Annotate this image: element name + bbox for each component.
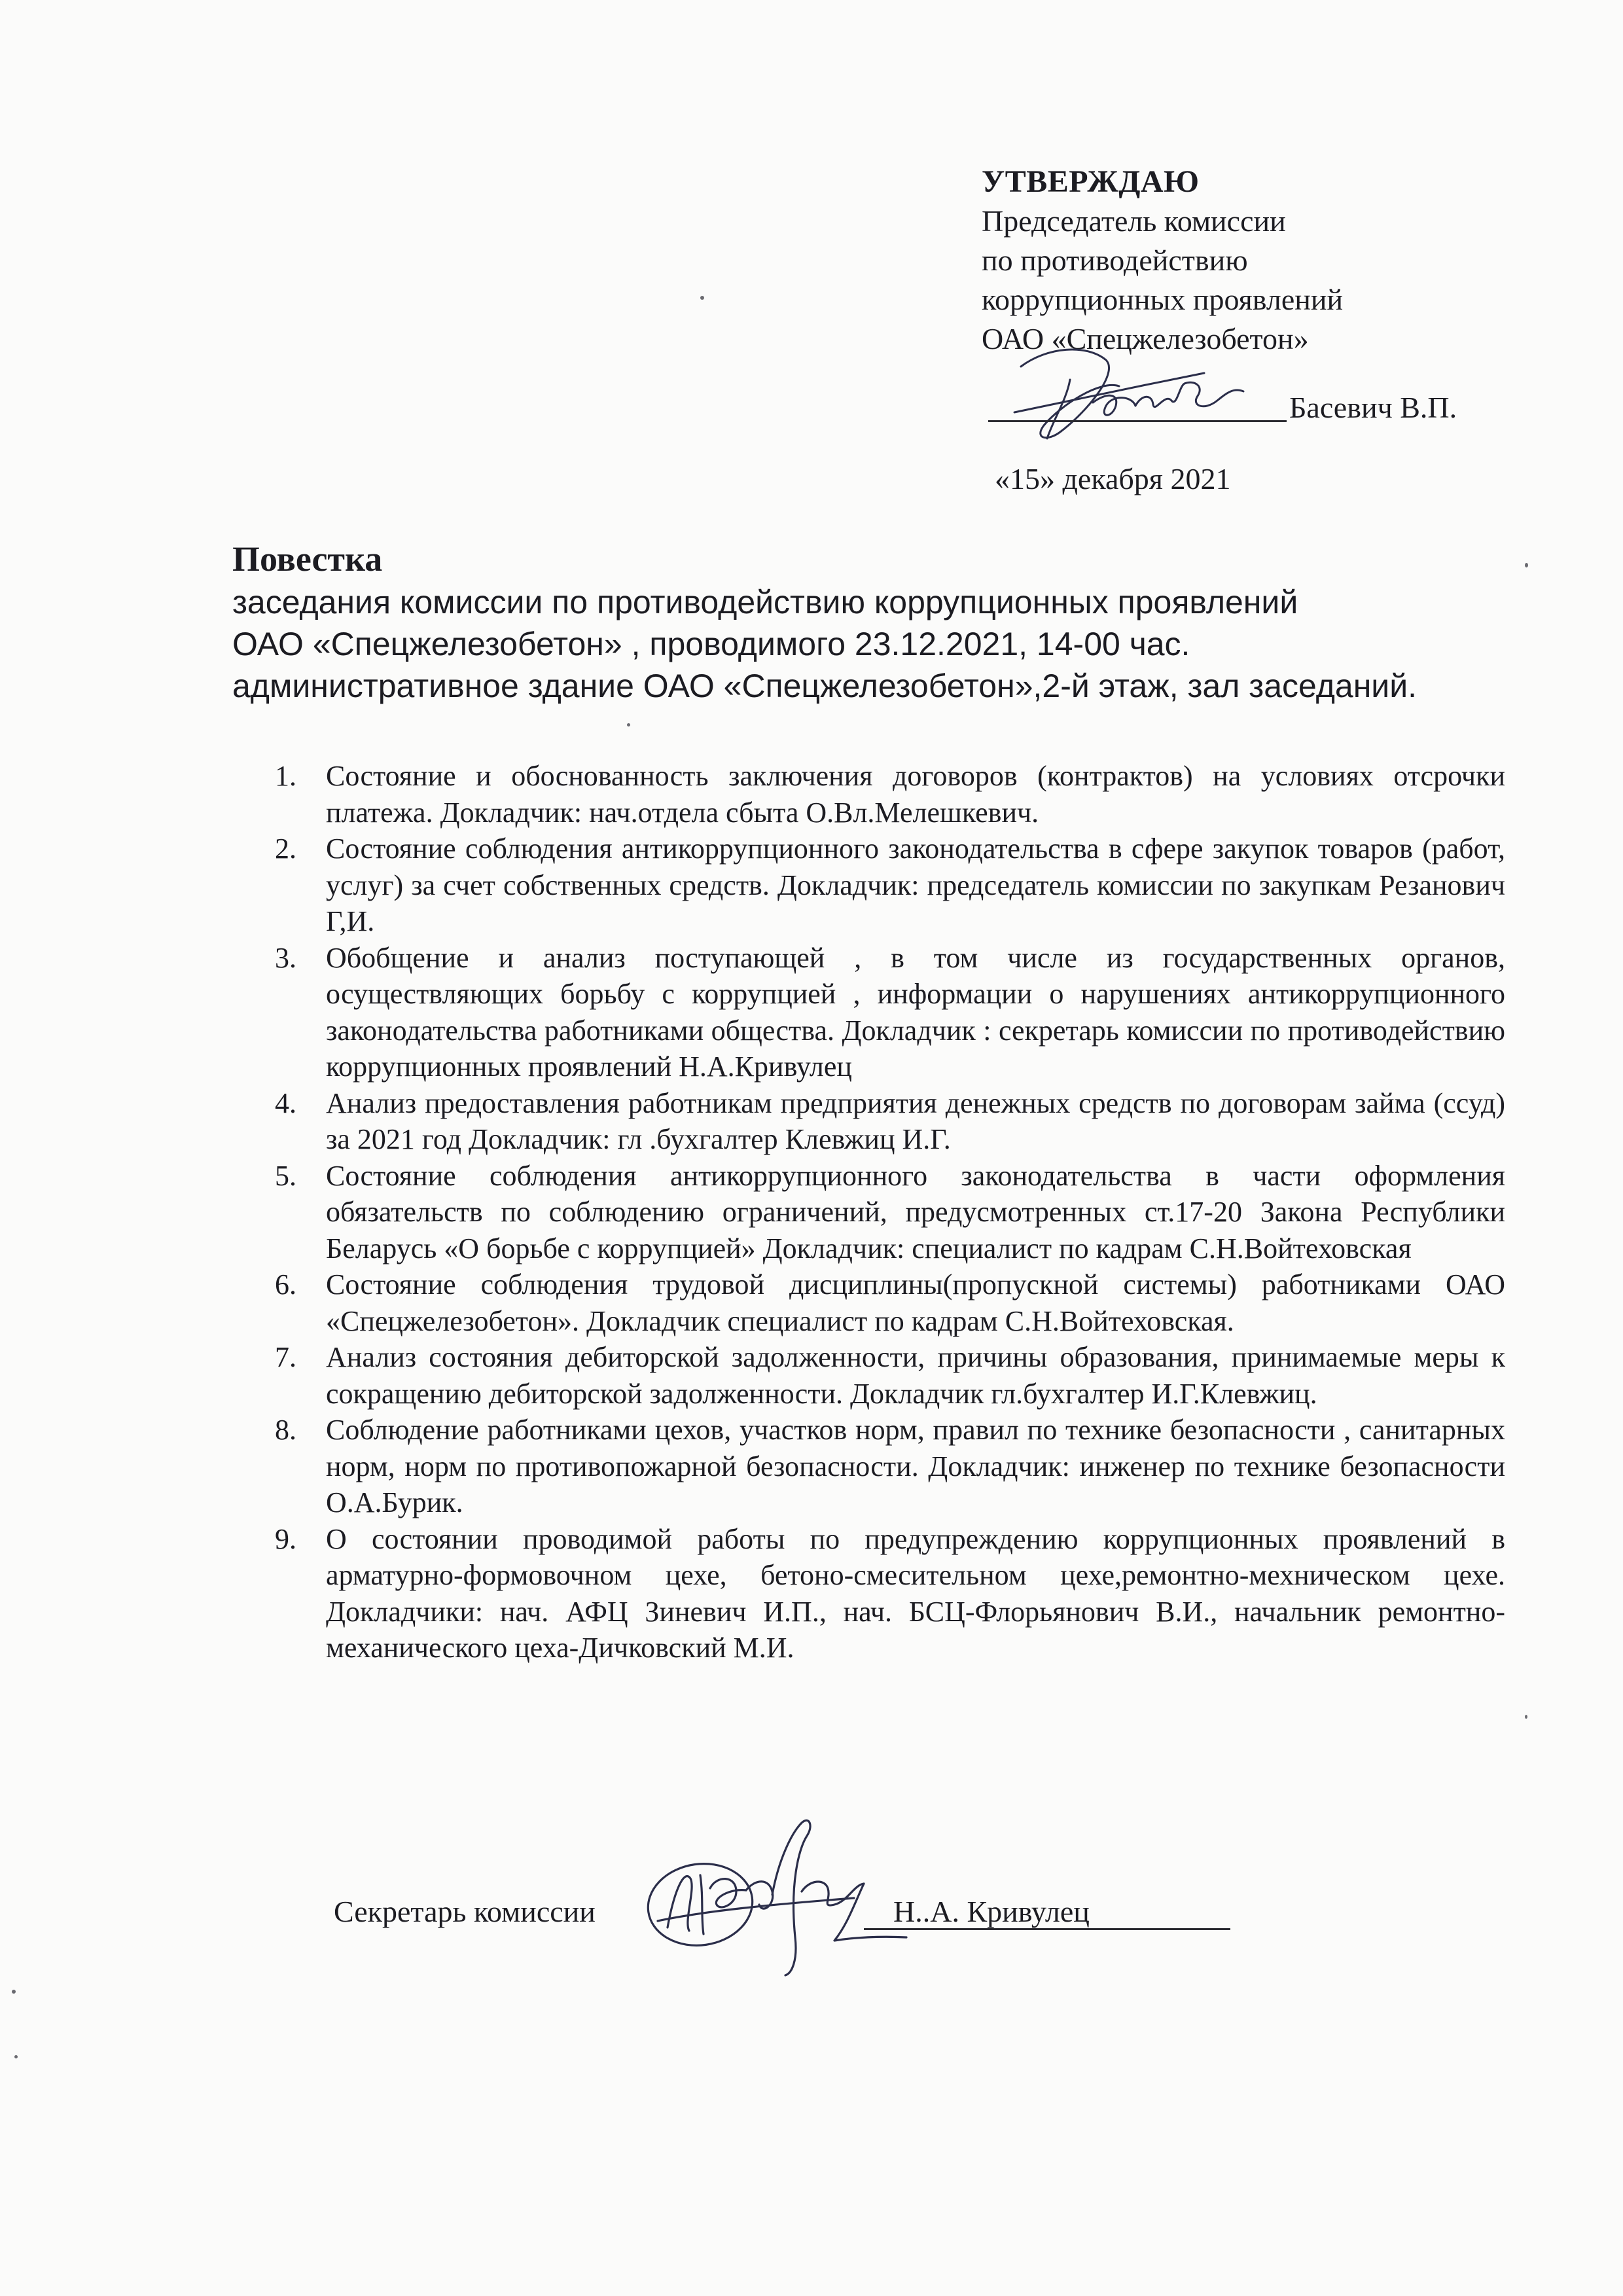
- approval-signature-line: [988, 367, 1525, 432]
- approval-line: ОАО «Спецжелезобетон»: [982, 322, 1309, 355]
- agenda-item: [275, 1521, 1505, 1666]
- heading-subtitle-line: административное здание ОАО «Спецжелезобетон»,2-й этаж, зал заседаний.: [232, 668, 1418, 704]
- secretary-label: Секретарь комиссии: [334, 1895, 596, 1928]
- agenda-item-text: Обобщение и анализ поступающей , в том числе из государственных органов, осуществляющих борьбу с коррупцией , информации о нарушениях антикоррупционного законодательства работниками общества. Докладчик : секретарь комиссии по противодействию коррупционных проявлений Н.А.Кривулец: [326, 941, 1505, 1083]
- scan-speck: [700, 296, 704, 300]
- agenda-item-text: Состояние соблюдения трудовой дисциплины(пропускной системы) работниками ОАО «Спецжелезобетон». Докладчик специалист по кадрам С.Н.Войтеховская.: [326, 1268, 1505, 1337]
- agenda-item-number: 4.: [275, 1086, 296, 1119]
- agenda-heading: [232, 537, 1528, 707]
- agenda-item: [275, 1266, 1505, 1339]
- agenda-item: [275, 1158, 1505, 1267]
- scan-speck: [1525, 1715, 1527, 1719]
- signature-underline: [988, 420, 1287, 422]
- approval-title: УТВЕРЖДАЮ: [982, 164, 1200, 199]
- agenda-item-text: О состоянии проводимой работы по предупреждению коррупционных проявлений в арматурно-формовочном цехе, бетоно-смесительном цехе,ремонтно-мехническом цехе. Докладчики: нач. АФЦ Зиневич И.П., нач. БСЦ-Флорьянович В.И., начальник ремонтно-механического цеха-Дичковский М.И.: [326, 1522, 1505, 1664]
- scan-speck: [627, 723, 630, 726]
- agenda-item: [275, 831, 1505, 940]
- agenda-item: [275, 758, 1505, 831]
- heading-subtitle-line: заседания комиссии по противодействию коррупционных проявлений: [232, 584, 1298, 620]
- agenda-item-number: 6.: [275, 1268, 296, 1300]
- agenda-item-number: 9.: [275, 1522, 296, 1555]
- agenda-item-text: Состояние соблюдения антикоррупционного законодательства в сфере закупок товаров (работ, услуг) за счет собственных средств. Докладчик: председатель комиссии по закупкам Резанович Г,И.: [326, 833, 1505, 937]
- agenda-item-text: Анализ предоставления работникам предприятия денежных средств по договорам займа (ссуд) за 2021 год Докладчик: гл .бухгалтер Клевжиц И.Г.: [326, 1086, 1505, 1155]
- agenda-item-text: Состояние соблюдения антикоррупционного законодательства в части оформления обязательств по соблюдению ограничений, предусмотренных ст.17-20 Закона Республики Беларусь «О борьбе с коррупцией» Докладчик: специалист по кадрам С.Н.Войтеховская: [326, 1159, 1505, 1265]
- approval-line: коррупционных проявлений: [982, 283, 1344, 316]
- approval-line: Председатель комиссии: [982, 204, 1286, 238]
- agenda-item: [275, 940, 1505, 1085]
- agenda-item-number: 8.: [275, 1414, 296, 1446]
- secretary-name: Н..А. Кривулец: [893, 1895, 1090, 1928]
- agenda-item-text: Состояние и обоснованность заключения договоров (контрактов) на условиях отсрочки платежа. Докладчик: нач.отдела сбыта О.Вл.Мелешкевич.: [326, 760, 1505, 829]
- scan-speck: [1525, 563, 1528, 567]
- approval-signatory: Басевич В.П.: [1289, 391, 1457, 424]
- agenda-item: [275, 1085, 1505, 1158]
- agenda-list: [275, 758, 1505, 1666]
- approval-line: по противодействию: [982, 243, 1248, 277]
- approval-block: [982, 162, 1518, 359]
- agenda-item-number: 1.: [275, 760, 296, 792]
- agenda-item-number: 5.: [275, 1159, 296, 1192]
- agenda-item: [275, 1339, 1505, 1412]
- agenda-item-number: 2.: [275, 833, 296, 865]
- scan-speck: [14, 2055, 18, 2058]
- scan-speck: [12, 1990, 16, 1994]
- agenda-item-number: 3.: [275, 941, 296, 974]
- agenda-item: [275, 1412, 1505, 1521]
- agenda-item-number: 7.: [275, 1341, 296, 1373]
- agenda-item-text: Анализ состояния дебиторской задолженности, причины образования, принимаемые меры к сокращению дебиторской задолженности. Докладчик гл.бухгалтер И.Г.Клевжиц.: [326, 1341, 1505, 1410]
- document-title: Повестка: [232, 539, 383, 579]
- secretary-signature: [638, 1806, 919, 1983]
- agenda-item-text: Соблюдение работниками цехов, участков норм, правил по технике безопасности , санитарных норм, норм по противопожарной безопасности. Докладчик: инженер по технике безопасности О.А.Бурик.: [326, 1414, 1505, 1518]
- heading-subtitle-line: ОАО «Спецжелезобетон» , проводимого 23.12.2021, 14-00 час.: [232, 626, 1190, 662]
- approval-date: «15» декабря 2021: [995, 462, 1231, 495]
